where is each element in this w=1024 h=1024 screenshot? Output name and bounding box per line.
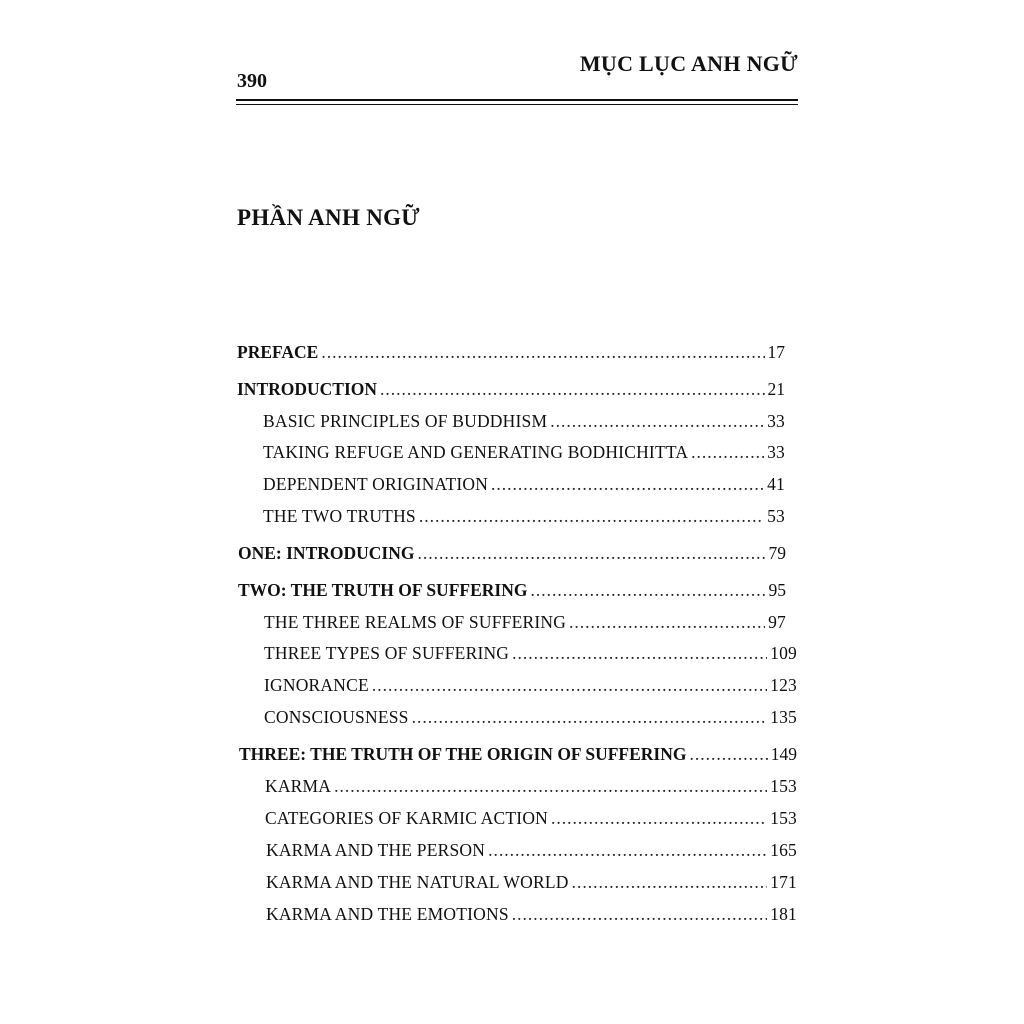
toc-entry-title: PREFACE [237,342,319,362]
toc-entry-title: THE TWO TRUTHS [263,506,416,526]
toc-entry-title: BASIC PRINCIPLES OF BUDDHISM [263,411,548,431]
toc-entry-title: TAKING REFUGE AND GENERATING BODHICHITTA [263,442,689,462]
toc-entry [238,578,786,602]
toc-entry [237,377,785,401]
toc-entry-page-number: 53 [767,506,785,526]
dot-leader [550,409,764,433]
toc-entry [264,673,797,697]
toc-entry-page-number: 33 [767,442,785,462]
toc-entry [263,472,785,496]
dot-leader [512,902,767,926]
toc-entry [263,440,785,464]
toc-entry [264,705,797,729]
toc-entry-page-number: 149 [770,744,797,764]
toc-entry [264,610,786,634]
toc-entry-title: ONE: INTRODUCING [238,543,415,563]
toc-entry-page-number: 123 [770,675,797,695]
toc-entry-page-number: 171 [770,872,797,892]
toc-entry-page-number: 109 [770,643,797,663]
running-head: MỤC LỤC ANH NGỮ [579,51,798,76]
toc-entry [264,641,797,665]
toc-entry [266,870,797,894]
dot-leader [412,705,768,729]
toc-entry-page-number: 97 [768,612,786,632]
toc-entry-title: KARMA AND THE NATURAL WORLD [266,872,569,892]
dot-leader [691,440,764,464]
dot-leader [530,578,765,602]
dot-leader [569,610,765,634]
toc-entry-page-number: 165 [770,840,797,860]
dot-leader [491,472,764,496]
dot-leader [321,340,764,364]
dot-leader [380,377,764,401]
toc-entry-page-number: 21 [767,379,785,399]
dot-leader [372,673,767,697]
dot-leader [334,774,767,798]
toc-entry-page-number: 17 [767,342,785,362]
toc-entry-page-number: 79 [768,543,786,563]
dot-leader [689,742,767,766]
toc-entry-page-number: 153 [770,776,797,796]
toc-entry-title: CONSCIOUSNESS [264,707,409,727]
toc-entry-page-number: 181 [770,904,797,924]
page-number: 390 [237,70,267,92]
toc-entry-title: THREE: THE TRUTH OF THE ORIGIN OF SUFFERING [239,744,687,764]
toc-entry-page-number: 33 [767,411,785,431]
toc-entry-title: IGNORANCE [264,675,369,695]
dot-leader [512,641,767,665]
toc-entry-title: TWO: THE TRUTH OF SUFFERING [238,580,528,600]
toc-entry-page-number: 41 [767,474,785,494]
toc-entry-title: CATEGORIES OF KARMIC ACTION [265,808,548,828]
toc-entry [239,742,797,766]
toc-entry-title: INTRODUCTION [237,379,378,399]
toc-entry-title: THE THREE REALMS OF SUFFERING [264,612,567,632]
section-title: PHẦN ANH NGỮ [237,205,420,230]
dot-leader [572,870,768,894]
toc-entry-title: KARMA [265,776,332,796]
toc-entry [263,504,785,528]
toc-entry [238,541,786,565]
toc-entry [266,838,797,862]
toc-entry-title: KARMA AND THE PERSON [266,840,486,860]
toc-entry-page-number: 95 [768,580,786,600]
dot-leader [417,541,765,565]
toc-entry-title: DEPENDENT ORIGINATION [263,474,489,494]
toc-entry [265,806,797,830]
dot-leader [551,806,767,830]
dot-leader [488,838,767,862]
toc-entry [265,774,797,798]
toc-entry [237,340,785,364]
toc-entry-title: THREE TYPES OF SUFFERING [264,643,510,663]
toc-entry [266,902,797,926]
dot-leader [419,504,764,528]
toc-entry [263,409,785,433]
toc-entry-page-number: 153 [770,808,797,828]
toc-entry-page-number: 135 [770,707,797,727]
toc-entry-title: KARMA AND THE EMOTIONS [266,904,509,924]
